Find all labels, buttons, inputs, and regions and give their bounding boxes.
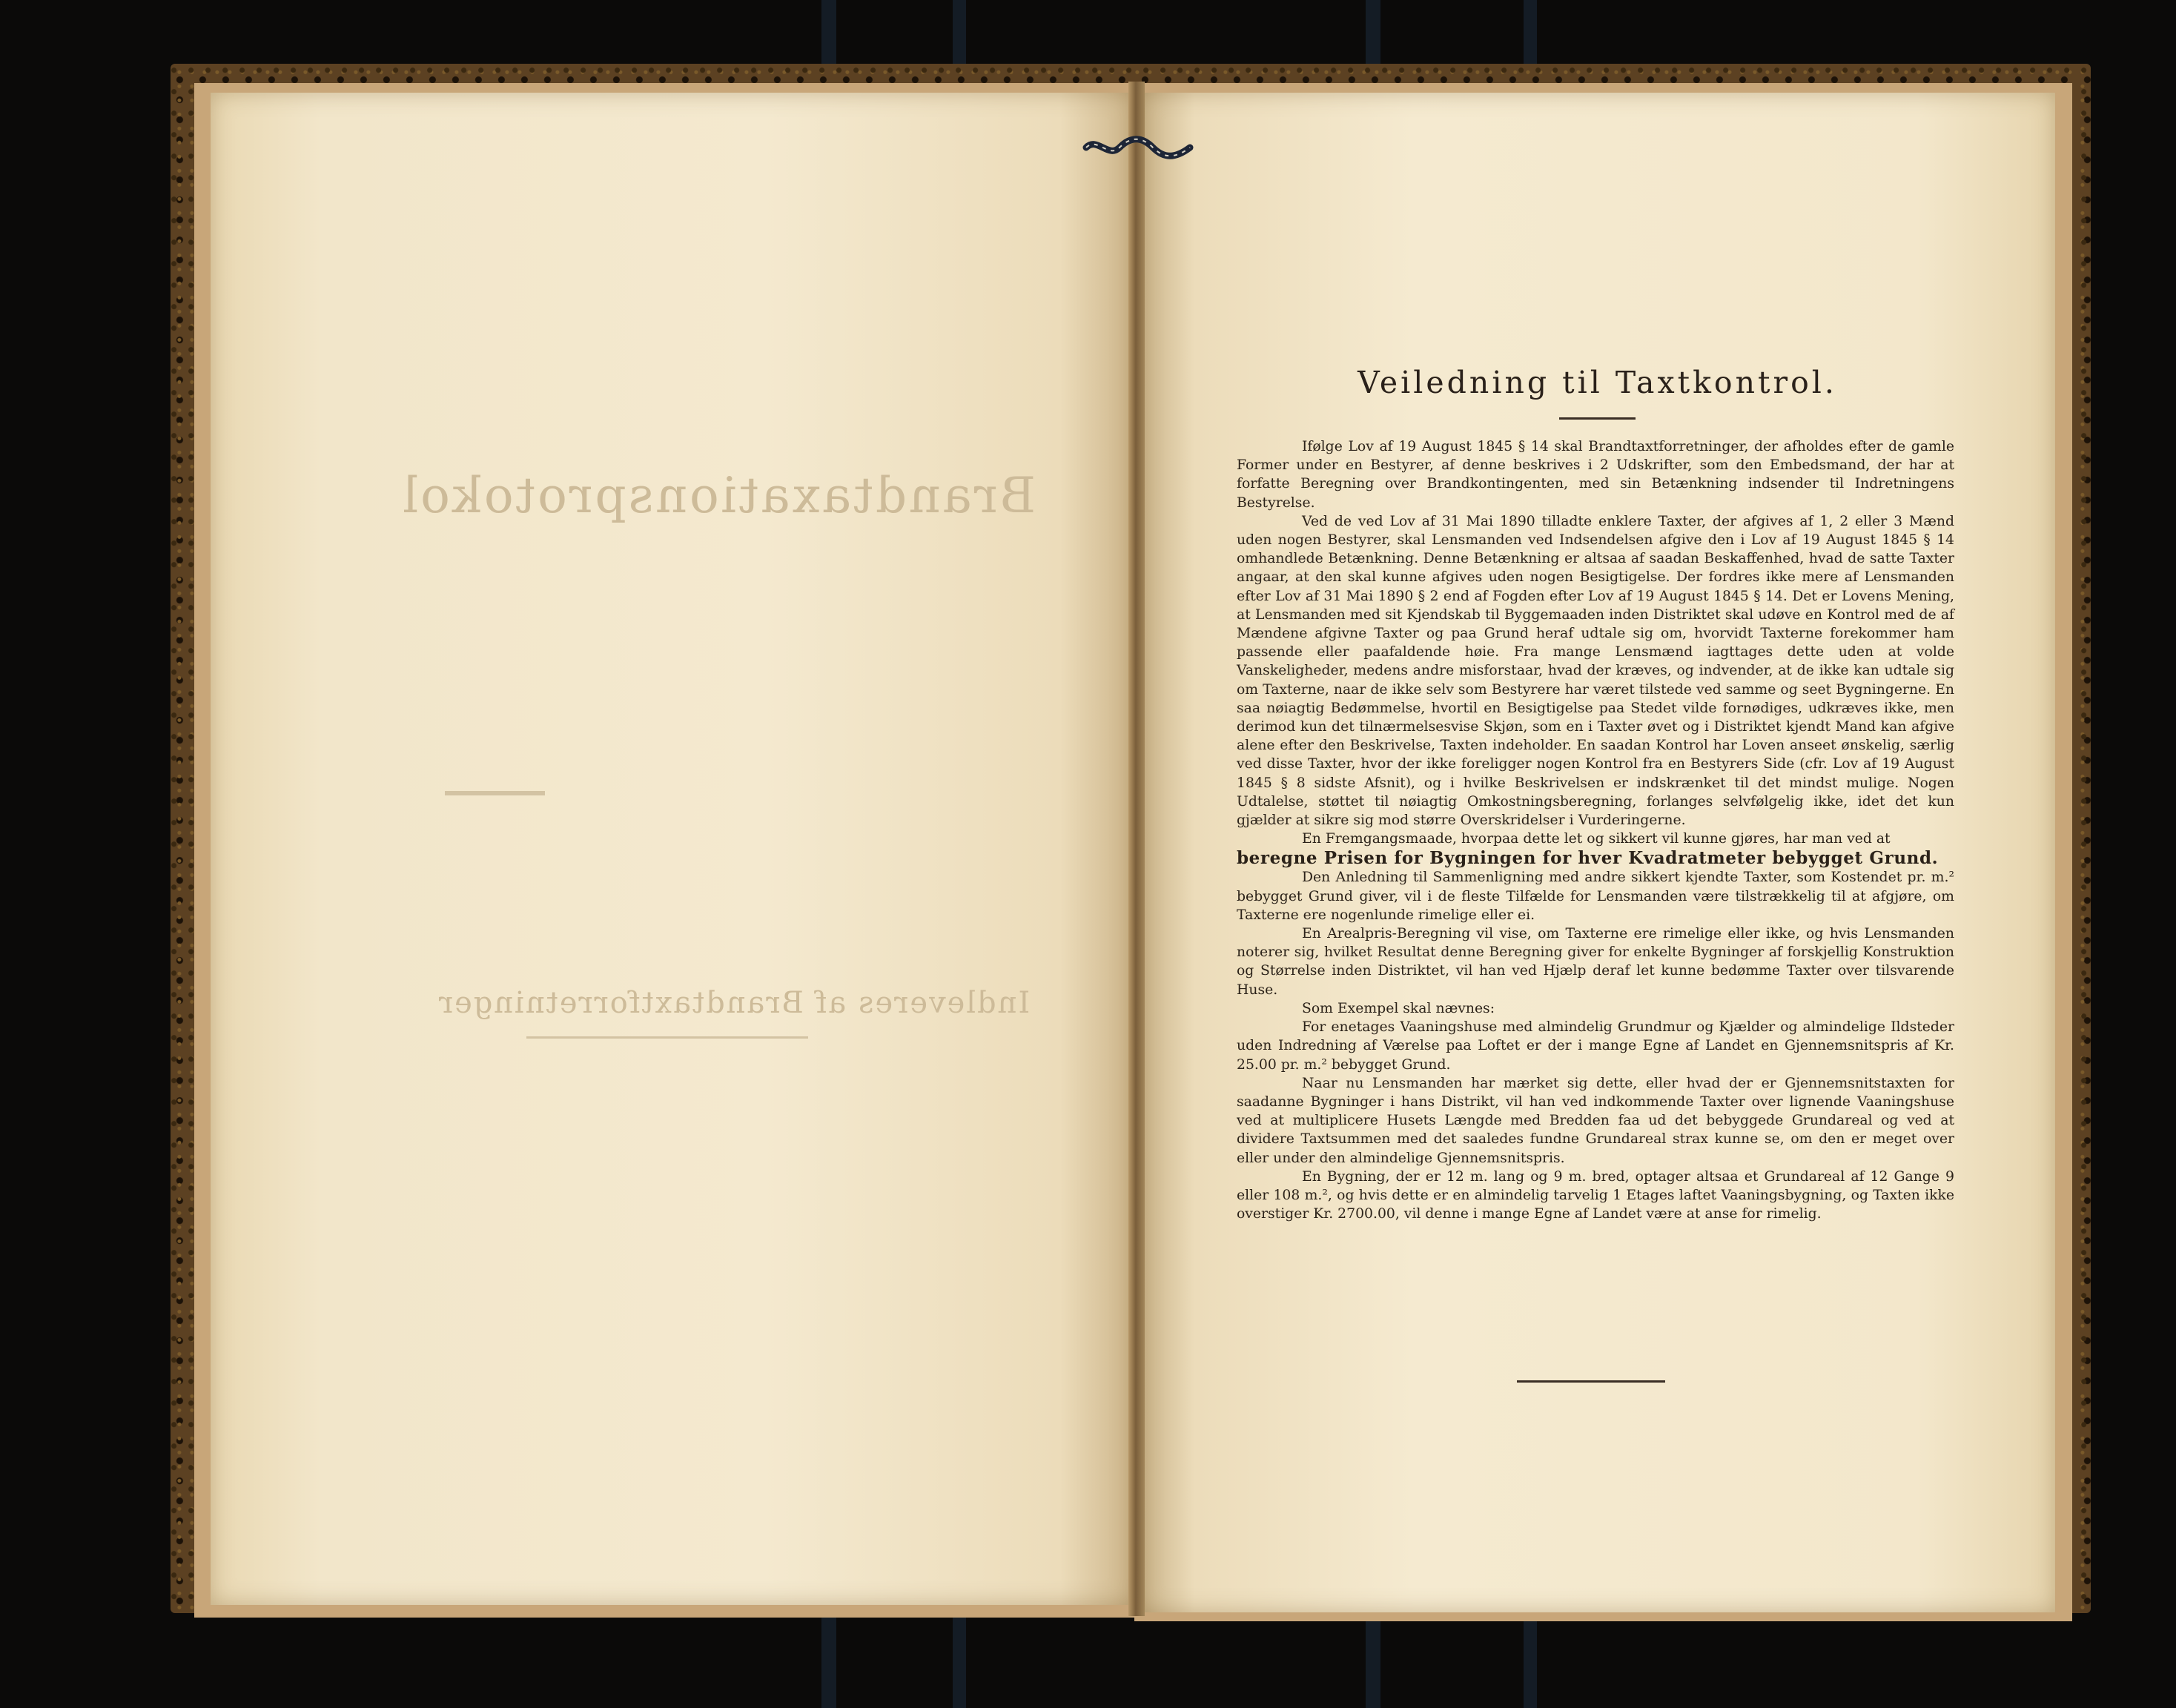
end-rule <box>1517 1380 1665 1383</box>
document-body <box>1237 437 1954 1223</box>
document-paragraph: Naar nu Lensmanden har mærket sig dette, eller hvad der er Gjennemsnitstaxten for saadanne Bygninger i hans Distrikt, vil han ved indkommende Taxter over lignende Vaaningshuse ved at multiplicere Husets Længde med Bredden faa ud det bebyggede Grundareal og ved at dividere Taxtsummen med det saaledes fundne Grundareal strax kunne se, om den er meget over eller under den almindelige Gjennemsnitspris. <box>1237 1075 1954 1166</box>
document-title: Veiledning til Taxtkontrol. <box>1357 365 1837 400</box>
left-page-bleed-mark <box>445 791 545 795</box>
title-rule <box>1559 417 1636 420</box>
left-page-bleed-subtitle: Indleveres af Brandtaxtforretninger <box>437 986 1031 1020</box>
document-paragraph: Den Anledning til Sammenligning med andre sikkert kjendte Taxter, som Kostendet pr. m.² bebygget Grund giver, vil i de fleste Tilfælde for Lensmanden være tilstrækkelig til at afgjøre, om Taxterne ere nogenlunde rimelige eller ei. <box>1237 870 1954 923</box>
left-page-bleed-line <box>526 1036 808 1039</box>
binding-stitch <box>1082 135 1194 160</box>
book-gutter <box>1128 82 1145 1616</box>
left-page <box>211 93 1134 1605</box>
left-page-bleed-title: Brandtaxationsprotokol <box>400 467 1036 524</box>
document-paragraph: En Bygning, der er 12 m. lang og 9 m. bred, optager altsaa et Grundareal af 12 Gange 9 eller 108 m.², og hvis dette er en almindelig tarvelig 1 Etages laftet Vaaningsbygning, og Taxten ikke overstiger Kr. 2700.00, vil denne i mange Egne af Landet være at anse for rimelig. <box>1237 1168 1954 1222</box>
document-paragraph: Som Exempel skal nævnes: <box>1302 1000 1495 1016</box>
document-paragraph: beregne Prisen for Bygningen for hver Kvadratmeter bebygget Grund. <box>1237 848 1939 869</box>
document-paragraph: Ved de ved Lov af 31 Mai 1890 tilladte enklere Taxter, der afgives af 1, 2 eller 3 Mænd uden nogen Bestyrer, skal Lensmanden ved Indsendelsen afgive den i Lov af 19 August 1845 § 14 omhandlede Betænkning. Denne Betænkning er altsaa af saadan Beskaffenhed, hvad de satte Taxter angaar, at den skal kunne afgives uden nogen Besigtigelse. Der fordres ikke mere af Lensmanden efter Lov af 31 Mai 1890 § 2 end af Fogden efter Lov af 19 August 1845 § 14. Det er Lovens Mening, at Lensmanden med sit Kjendskab til Byggemaaden inden Distriktet skal udøve en Kontrol med de af Mændene afgivne Taxter og paa Grund heraf udtale sig om, hvorvidt Taxterne forekommer ham passende eller paafaldende høie. Fra mange Lensmænd iagttages dette uden at volde Vanskeligheder, medens andre misforstaar, hvad der kræves, og indvender, at de ikke kan udtale sig om Taxterne, naar de ikke selv som Bestyrere har været tilstede ved samme og seet Bygningerne. En saa nøiagtig Bedømmelse, hvortil en Besigtigelse paa Stedet vilde fornødiges, udkræves ikke, men derimod kun det tilnærmelsesvise Skjøn, som en i Taxter øvet og i Distriktet kjendt Mand kan afgive alene efter den Beskrivelse, Taxten indeholder. En saadan Kontrol har Loven anseet ønskelig, særlig ved disse Taxter, hvor der ikke foreligger nogen Kontrol fra en Bestyrers Side (cfr. Lov af 19 August 1845 § 8 sidste Afsnit), og i hvilke Beskrivelsen er indskrænket til det mindst mulige. Nogen Udtalelse, støttet til nøiagtig Omkostningsberegning, forlanges selvfølgelig ikke, idet det kun gjælder at sikre sig mod større Overskridelser i Vurderingerne. <box>1237 513 1954 829</box>
document-paragraph: En Fremgangsmaade, hvorpaa dette let og sikkert vil kunne gjøres, har man ved at <box>1302 831 1891 847</box>
document-paragraph: Ifølge Lov af 19 August 1845 § 14 skal Brandtaxtforretninger, der afholdes efter de gamle Former under en Bestyrer, af denne beskrives i 2 Udskrifter, som den Embedsmand, der har at forfatte Beregning over Brandkontingenten, med sin Betænkning indsender til Indretningens Bestyrelse. <box>1237 439 1954 511</box>
document-paragraph: For enetages Vaaningshuse med almindelig Grundmur og Kjælder og almindelige Ildsteder uden Indredning af Værelse paa Loftet er der i mange Egne af Landet en Gjennemsnitspris af Kr. 25.00 pr. m.² bebygget Grund. <box>1237 1019 1954 1073</box>
document-paragraph: En Arealpris-Beregning vil vise, om Taxterne ere rimelige eller ikke, og hvis Lensmanden noterer sig, hvilket Resultat denne Beregning giver for enkelte Bygninger af forskjellig Konstruktion og Størrelse inden Distriktet, vil han ved Hjælp deraf let kunne bedømme Taxter over tilsvarende Huse. <box>1237 926 1954 998</box>
